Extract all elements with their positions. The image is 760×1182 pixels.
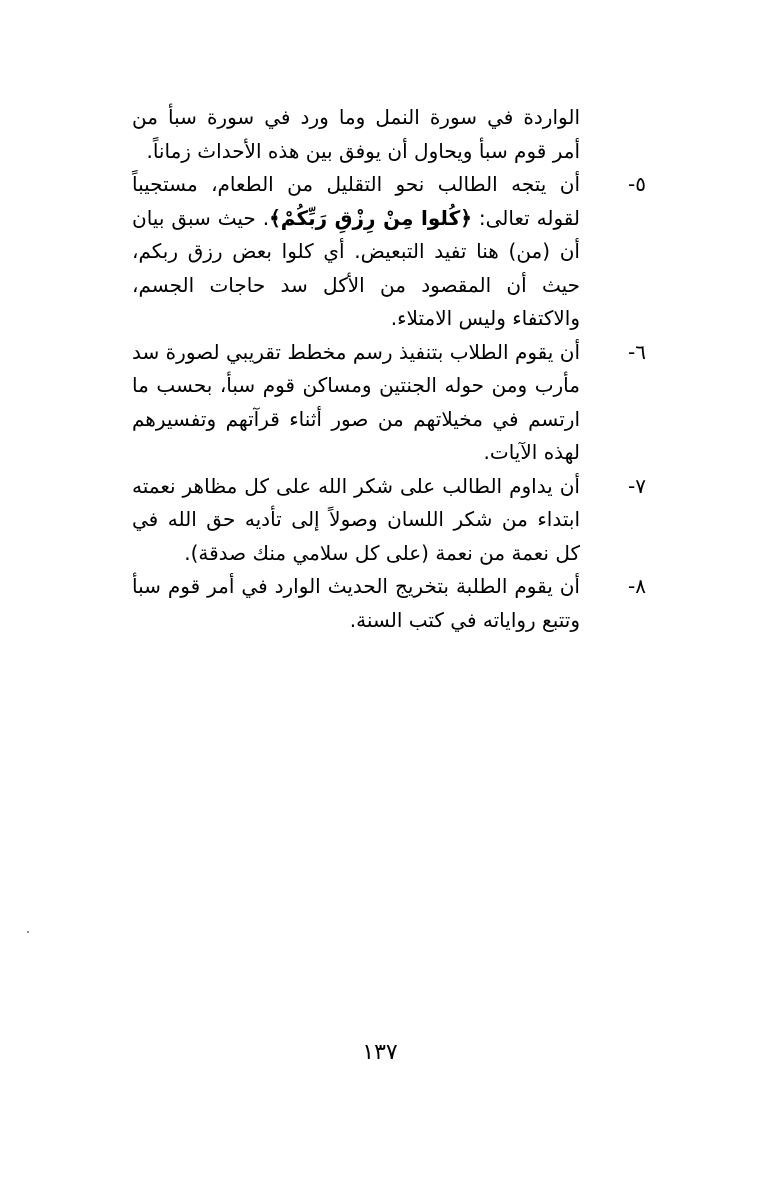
- scan-speck: [27, 931, 29, 933]
- page-number: ١٣٧: [362, 1040, 398, 1065]
- list-item-5: [132, 168, 646, 336]
- item-text: أن يداوم الطالب على شكر الله على كل مظاهر نعمته ابتداء من شكر اللسان وصولاً إلى تأديه حق الله في كل نعمة من نعمة (على كل سلامي منك صدقة).: [132, 473, 580, 565]
- body-text: [132, 101, 646, 637]
- item-number: ٧-: [628, 473, 646, 498]
- item-text: أن يقوم الطلبة بتخريج الحديث الوارد في أمر قوم سبأ وتتبع رواياته في كتب السنة.: [132, 574, 580, 632]
- item-text: [132, 168, 580, 336]
- list-item-7: [132, 470, 646, 571]
- list-item-8: [132, 570, 646, 637]
- list-item-6: [132, 336, 646, 470]
- item-text-after: . حيث سبق بيان أن (من) هنا تفيد التبعيض. أي كلوا بعض رزق ربكم، حيث أن المقصود من الأكل سد حاجات الجسم، والاكتفاء وليس الامتلاء.: [132, 205, 580, 330]
- item-number: ٥-: [628, 172, 646, 196]
- item-number: ٨-: [628, 574, 646, 598]
- quran-verse: ﴿كُلوا مِنْ رِزْقِ رَبِّكُمْ﴾: [269, 205, 472, 230]
- item-text: أن يقوم الطلاب بتنفيذ رسم مخطط تقريبي لصورة سد مأرب ومن حوله الجنتين ومساكن قوم سبأ، بحسب ما ارتسم في مخيلاتهم من صور أثناء قرآتهم وتفسيرهم لهذه الآيات.: [132, 339, 580, 464]
- item-number: ٦-: [628, 339, 646, 364]
- intro-paragraph: الواردة في سورة النمل وما ورد في سورة سبأ من أمر قوم سبأ ويحاول أن يوفق بين هذه الأحداث زماناً.: [132, 105, 580, 163]
- item-text-before: أن يتجه الطالب نحو التقليل من الطعام، مستجيباً لقوله تعالى:: [132, 172, 580, 230]
